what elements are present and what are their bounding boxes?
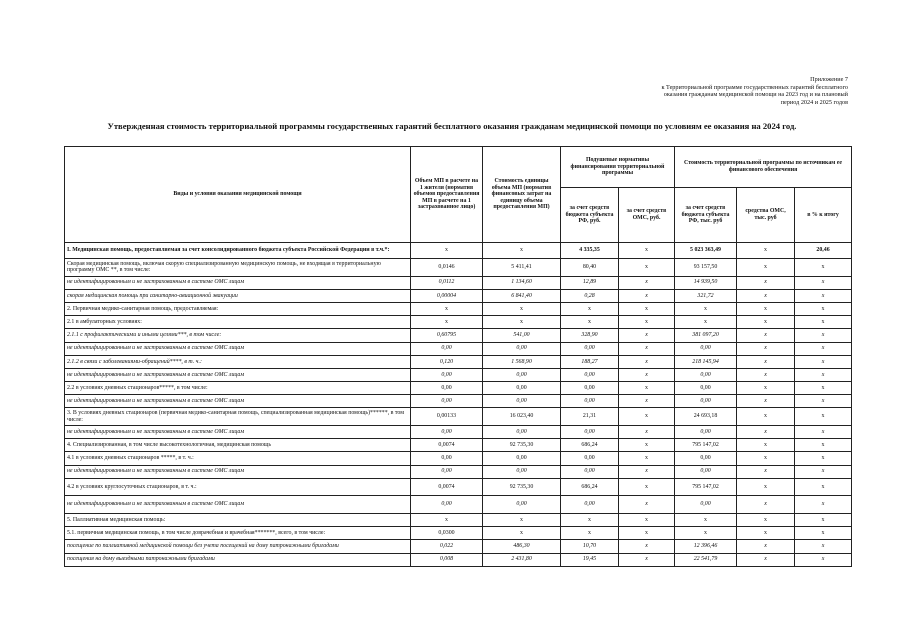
cell-name: не идентифицированным и не застрахованным в системе ОМС лицам [65, 368, 411, 381]
cell-volume: 0,60795 [411, 329, 483, 342]
cell-volume: х [411, 243, 483, 259]
table-row [65, 302, 852, 315]
cell-volume: 0,008 [411, 553, 483, 566]
cell-pc-oms: х [619, 439, 675, 452]
cell-volume: 0,00 [411, 368, 483, 381]
cell-pc-oms: х [619, 289, 675, 302]
cell-pc-oms: х [619, 259, 675, 277]
appendix-line: к Территориальной программе государственных гарантий бесплатного [661, 83, 848, 91]
cell-pc-oms: х [619, 408, 675, 426]
cell-pct: х [795, 382, 852, 395]
cell-pct: х [795, 452, 852, 465]
cell-c-oms: х [737, 496, 795, 514]
cell-c-oms: х [737, 368, 795, 381]
table-row [65, 289, 852, 302]
cell-pct: х [795, 527, 852, 540]
cell-c-budget: 12 396,46 [675, 540, 737, 553]
table-row [65, 395, 852, 408]
table-row [65, 316, 852, 329]
table-row [65, 553, 852, 566]
cell-c-oms: х [737, 342, 795, 355]
cell-volume: 0,00 [411, 342, 483, 355]
cell-unit-cost: 2 431,80 [483, 553, 561, 566]
cell-c-budget: 381 097,20 [675, 329, 737, 342]
cell-pc-budget: 328,90 [561, 329, 619, 342]
cell-pc-oms: х [619, 452, 675, 465]
cell-volume: 0,0112 [411, 276, 483, 289]
cell-name: 5.1. первичная медицинская помощь, в том числе доврачебная и врачебная*******, всего, в том числе: [65, 527, 411, 540]
cell-pct: х [795, 553, 852, 566]
table-row [65, 496, 852, 514]
cell-pc-budget: 0,00 [561, 342, 619, 355]
cell-name: I. Медицинская помощь, предоставляемая за счет консолидированного бюджета субъекта Российской Федерации в т.ч.*: [65, 243, 411, 259]
cell-c-oms: х [737, 465, 795, 478]
cell-name: 2.1.1 с профилактическими и иными целями***, в том числе: [65, 329, 411, 342]
cell-pc-budget: х [561, 527, 619, 540]
table-body [65, 243, 852, 567]
header-volume: Объем МП в расчете на 1 жителя (норматив объемов предоставления МП в расчете на 1 застрахованное лицо) [411, 147, 483, 243]
cell-unit-cost: 0,00 [483, 342, 561, 355]
cell-c-oms: х [737, 355, 795, 368]
cell-pct: х [795, 316, 852, 329]
header-cost-budget: за счет средств бюджета субъекта РФ, тыс. руб [675, 188, 737, 243]
cell-c-budget: 22 541,79 [675, 553, 737, 566]
cell-pc-budget: х [561, 302, 619, 315]
cell-pc-oms: х [619, 426, 675, 439]
cell-unit-cost: х [483, 316, 561, 329]
cell-volume: 0,0074 [411, 478, 483, 496]
cell-c-oms: х [737, 439, 795, 452]
cell-c-budget: 24 693,18 [675, 408, 737, 426]
cell-c-oms: х [737, 382, 795, 395]
cell-c-oms: х [737, 452, 795, 465]
cell-volume: 0,00004 [411, 289, 483, 302]
cell-pc-budget: 0,00 [561, 496, 619, 514]
cell-name: посещения на дому выездными патронажными бригадами [65, 553, 411, 566]
cell-name: 5. Паллиативная медицинская помощь: [65, 514, 411, 527]
cell-pc-budget: 10,70 [561, 540, 619, 553]
table-row [65, 426, 852, 439]
cost-table [64, 146, 852, 567]
cell-pc-budget: 12,89 [561, 276, 619, 289]
appendix-line: Приложение 7 [810, 76, 848, 83]
cell-c-budget: 0,00 [675, 382, 737, 395]
cell-name: Скорая медицинская помощь, включая скорую специализированную медицинскую помощь, не входящая в территориальную программу ОМС **, в том числе: [65, 259, 411, 277]
table-row [65, 342, 852, 355]
table-row [65, 408, 852, 426]
header-per-capita-budget: за счет средств бюджета субъекта РФ, руб. [561, 188, 619, 243]
cell-pct: х [795, 368, 852, 381]
cell-c-oms: х [737, 302, 795, 315]
cell-volume: х [411, 316, 483, 329]
cell-c-oms: х [737, 408, 795, 426]
cell-name: посещение по паллиативной медицинской помощи без учета посещений на дому патронажными бригадами [65, 540, 411, 553]
header-kinds: Виды и условия оказания медицинской помощи [65, 147, 411, 243]
cell-pc-oms: х [619, 355, 675, 368]
cell-pc-budget: 4 335,35 [561, 243, 619, 259]
appendix-line: период 2024 и 2025 годов [780, 98, 848, 106]
cell-name: 3. В условиях дневных стационаров (первичная медико-санитарная помощь, специализированная медицинская помощь)******, в том числе: [65, 408, 411, 426]
cell-name: 2. Первичная медико-санитарная помощь, предоставляемая: [65, 302, 411, 315]
cell-name: 2.2 в условиях дневных стационаров*****, в том числе: [65, 382, 411, 395]
appendix-note [588, 76, 848, 106]
cell-pc-oms: х [619, 302, 675, 315]
table-row [65, 452, 852, 465]
cell-name: 2.1.2 в связи с заболеваниями-обращений****, в т. ч.: [65, 355, 411, 368]
cell-pc-oms: х [619, 478, 675, 496]
table-row [65, 329, 852, 342]
cell-c-budget: х [675, 316, 737, 329]
cell-name: не идентифицированным и не застрахованным в системе ОМС лицам [65, 496, 411, 514]
cell-pct: х [795, 329, 852, 342]
cell-c-budget: 0,00 [675, 426, 737, 439]
cell-pct: х [795, 395, 852, 408]
table-row [65, 527, 852, 540]
cell-pct: х [795, 439, 852, 452]
cell-pct: х [795, 408, 852, 426]
cell-name: не идентифицированным и не застрахованным в системе ОМС лицам [65, 342, 411, 355]
cell-pc-oms: х [619, 382, 675, 395]
cell-volume: 0,00 [411, 465, 483, 478]
cell-c-oms: х [737, 395, 795, 408]
cell-unit-cost: 0,00 [483, 465, 561, 478]
cell-pc-budget: 0,00 [561, 368, 619, 381]
cell-pc-budget: 0,28 [561, 289, 619, 302]
cell-pc-oms: х [619, 395, 675, 408]
cell-pc-oms: х [619, 243, 675, 259]
cell-volume: 0,00 [411, 382, 483, 395]
cell-pc-oms: х [619, 514, 675, 527]
cell-c-oms: х [737, 540, 795, 553]
cell-pc-budget: 0,00 [561, 452, 619, 465]
cell-volume: 0,0146 [411, 259, 483, 277]
cell-unit-cost: 486,30 [483, 540, 561, 553]
cell-pc-oms: х [619, 540, 675, 553]
cell-c-budget: 93 157,50 [675, 259, 737, 277]
cell-unit-cost: х [483, 527, 561, 540]
cell-c-budget: 795 147,02 [675, 439, 737, 452]
cell-volume: 0,00 [411, 496, 483, 514]
cell-c-oms: х [737, 316, 795, 329]
cell-c-budget: х [675, 302, 737, 315]
cell-pc-oms: х [619, 527, 675, 540]
header-unit-cost: Стоимость единицы объема МП (норматив финансовых затрат на единицу объема предоставления МП) [483, 147, 561, 243]
cell-unit-cost: 0,00 [483, 368, 561, 381]
table-row [65, 243, 852, 259]
cell-c-budget: 321,72 [675, 289, 737, 302]
cell-unit-cost: х [483, 302, 561, 315]
cell-name: 4.2 в условиях круглосуточных стационаров, в т. ч.: [65, 478, 411, 496]
cell-pct: х [795, 342, 852, 355]
header-total-cost: Стоимость территориальной программы по источникам ее финансового обеспечения [675, 147, 852, 188]
cell-volume: х [411, 302, 483, 315]
cell-c-budget: х [675, 514, 737, 527]
cell-name: 4.1 в условиях дневных стационаров *****, в т. ч.: [65, 452, 411, 465]
cell-volume: 0,00 [411, 452, 483, 465]
cell-c-oms: х [737, 426, 795, 439]
cell-pc-budget: 0,00 [561, 465, 619, 478]
cell-volume: х [411, 514, 483, 527]
cell-unit-cost: 6 841,40 [483, 289, 561, 302]
cell-pc-budget: 686,24 [561, 439, 619, 452]
cell-name: скорая медицинская помощь при санитарно-авиационной эвакуации [65, 289, 411, 302]
cell-name: не идентифицированным и не застрахованным в системе ОМС лицам [65, 395, 411, 408]
table-row [65, 368, 852, 381]
table-row [65, 514, 852, 527]
cell-c-oms: х [737, 329, 795, 342]
cell-pc-budget: 686,24 [561, 478, 619, 496]
table-row [65, 540, 852, 553]
cell-pct: х [795, 259, 852, 277]
table-row [65, 276, 852, 289]
cell-pc-oms: х [619, 329, 675, 342]
cell-unit-cost: х [483, 514, 561, 527]
cell-c-budget: 0,00 [675, 368, 737, 381]
cell-unit-cost: 0,00 [483, 452, 561, 465]
cell-name: не идентифицированным и не застрахованным в системе ОМС лицам [65, 465, 411, 478]
cell-pct: х [795, 276, 852, 289]
appendix-line: оказания гражданам медицинской помощи на 2023 год и на плановый [663, 91, 848, 99]
cell-pct: х [795, 302, 852, 315]
cell-pc-oms: х [619, 496, 675, 514]
cell-unit-cost: 92 735,30 [483, 478, 561, 496]
cell-volume: 0,00 [411, 426, 483, 439]
cell-c-budget: 218 145,94 [675, 355, 737, 368]
cell-c-budget: 14 939,50 [675, 276, 737, 289]
cell-unit-cost: 0,00 [483, 426, 561, 439]
table-row [65, 355, 852, 368]
cell-c-budget: 0,00 [675, 452, 737, 465]
cell-pct: х [795, 465, 852, 478]
cell-name: 2.1 в амбулаторных условиях: [65, 316, 411, 329]
header-per-capita: Подушевые нормативы финансирования территориальной программы [561, 147, 675, 188]
cell-c-oms: х [737, 527, 795, 540]
cell-unit-cost: 0,00 [483, 496, 561, 514]
cell-unit-cost: 0,00 [483, 382, 561, 395]
cell-pc-oms: х [619, 342, 675, 355]
cell-pct: х [795, 496, 852, 514]
cell-pc-oms: х [619, 465, 675, 478]
cell-pc-budget: 80,40 [561, 259, 619, 277]
cell-volume: 0,0300 [411, 527, 483, 540]
cell-pct: х [795, 540, 852, 553]
cell-unit-cost: 1 568,90 [483, 355, 561, 368]
table-row [65, 439, 852, 452]
cell-pc-budget: 0,00 [561, 395, 619, 408]
cell-pct: 20,46 [795, 243, 852, 259]
cell-volume: 0,00133 [411, 408, 483, 426]
cell-volume: 0,022 [411, 540, 483, 553]
cell-pc-oms: х [619, 316, 675, 329]
cell-pct: х [795, 289, 852, 302]
cell-pc-budget: 0,00 [561, 426, 619, 439]
cell-pc-budget: х [561, 316, 619, 329]
table-row [65, 382, 852, 395]
cell-c-budget: 0,00 [675, 496, 737, 514]
cell-c-oms: х [737, 514, 795, 527]
cell-unit-cost: 0,00 [483, 395, 561, 408]
header-cost-oms: средства ОМС, тыс. руб [737, 188, 795, 243]
cell-c-budget: 795 147,02 [675, 478, 737, 496]
cell-unit-cost: 16 023,40 [483, 408, 561, 426]
cell-unit-cost: 1 134,60 [483, 276, 561, 289]
cell-c-oms: х [737, 276, 795, 289]
cell-unit-cost: 92 735,30 [483, 439, 561, 452]
cell-name: 4. Специализированная, в том числе высокотехнологичная, медицинская помощь [65, 439, 411, 452]
header-per-capita-oms: за счет средств ОМС, руб. [619, 188, 675, 243]
cell-name: не идентифицированным и не застрахованным в системе ОМС лицам [65, 276, 411, 289]
cell-pc-oms: х [619, 553, 675, 566]
cell-pc-oms: х [619, 276, 675, 289]
cell-volume: 0,0074 [411, 439, 483, 452]
table-row [65, 478, 852, 496]
cell-c-budget: х [675, 527, 737, 540]
cell-pct: х [795, 355, 852, 368]
cell-c-oms: х [737, 553, 795, 566]
cell-pct: х [795, 478, 852, 496]
document-title: Утвержденная стоимость территориальной программы государственных гарантий бесплатного оказания гражданам медицинской помощи по условиям ее оказания на 2024 год. [107, 121, 797, 131]
cell-pc-budget: 19,45 [561, 553, 619, 566]
cell-unit-cost: 5 411,41 [483, 259, 561, 277]
table-row [65, 465, 852, 478]
cell-pct: х [795, 514, 852, 527]
cell-pc-oms: х [619, 368, 675, 381]
cell-c-oms: х [737, 478, 795, 496]
cell-name: не идентифицированным и не застрахованным в системе ОМС лицам [65, 426, 411, 439]
cell-pc-budget: 21,31 [561, 408, 619, 426]
header-cost-pct: в % к итогу [795, 188, 852, 243]
cell-pc-budget: х [561, 514, 619, 527]
cell-unit-cost: 541,00 [483, 329, 561, 342]
cell-c-oms: х [737, 259, 795, 277]
cell-c-budget: 0,00 [675, 395, 737, 408]
cell-c-oms: х [737, 289, 795, 302]
cell-volume: 0,120 [411, 355, 483, 368]
cell-pc-budget: 188,27 [561, 355, 619, 368]
cell-pct: х [795, 426, 852, 439]
cell-pc-budget: 0,00 [561, 382, 619, 395]
cell-volume: 0,00 [411, 395, 483, 408]
table-row [65, 259, 852, 277]
cell-unit-cost: х [483, 243, 561, 259]
cell-c-budget: 0,00 [675, 342, 737, 355]
cell-c-budget: 0,00 [675, 465, 737, 478]
cell-c-budget: 5 023 363,49 [675, 243, 737, 259]
cell-c-oms: х [737, 243, 795, 259]
